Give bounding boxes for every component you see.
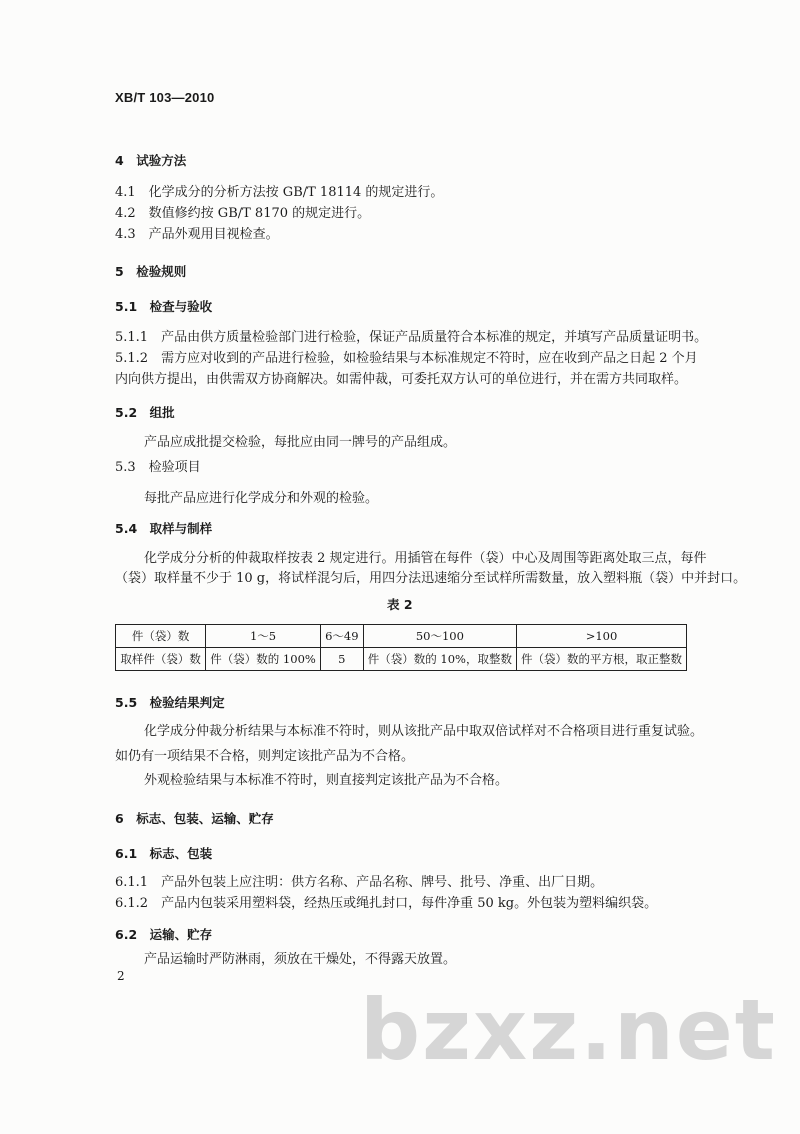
standard-number: XB/T 103—2010 (115, 90, 215, 105)
clause-5-5-title: 5.5 检验结果判定 (115, 695, 225, 710)
clause-5-5-line1: 化学成分仲裁分析结果与本标准不符时，则从该批产品中取双倍试样对不合格项目进行重复试验。 (144, 724, 704, 739)
clause-5-1-2-line2: 内向供方提出，由供需双方协商解决。如需仲裁，可委托双方认可的单位进行，并在需方共同取样。 (115, 372, 688, 387)
table-cell: 件（袋）数的平方根，取正整数 (517, 648, 687, 671)
section-6-title: 6 标志、包装、运输、贮存 (115, 811, 274, 826)
clause-5-2-text: 产品应成批提交检验，每批应由同一牌号的产品组成。 (144, 435, 457, 450)
page-number: 2 (117, 969, 125, 983)
clause-5-2-title: 5.2 组批 (115, 405, 175, 420)
clause-4-2: 4.2 数值修约按 GB/T 8170 的规定进行。 (115, 206, 371, 221)
table-cell: 件（袋）数的 10%，取整数 (363, 648, 516, 671)
table-row (116, 648, 687, 671)
clause-5-4-line2: （袋）取样量不少于 10 g，将试样混匀后，用四分法迅速缩分至试样所需数量，放入塑料瓶（袋）中并封口。 (115, 571, 747, 586)
clause-6-1-title: 6.1 标志、包装 (115, 846, 213, 861)
table-cell: 1～5 (206, 625, 321, 648)
clause-6-2-text: 产品运输时严防淋雨，须放在干燥处，不得露天放置。 (144, 952, 457, 967)
table-caption: 表 2 (387, 597, 413, 612)
table-cell: 取样件（袋）数 (116, 648, 206, 671)
sampling-table (115, 624, 687, 671)
watermark: bzxz.net (360, 981, 777, 1079)
clause-5-4-title: 5.4 取样与制样 (115, 521, 213, 536)
table-cell: 5 (320, 648, 363, 671)
clause-4-3: 4.3 产品外观用目视检查。 (115, 227, 279, 242)
section-5-title: 5 检验规则 (115, 264, 187, 279)
clause-4-1: 4.1 化学成分的分析方法按 GB/T 18114 的规定进行。 (115, 185, 444, 200)
table-cell: 件（袋）数的 100% (206, 648, 321, 671)
clause-5-3-title: 5.3 检验项目 (115, 460, 201, 475)
clause-5-1-title: 5.1 检查与验收 (115, 299, 213, 314)
table-row (116, 625, 687, 648)
clause-5-5-line2: 如仍有一项结果不合格，则判定该批产品为不合格。 (115, 749, 415, 764)
clause-5-4-line1: 化学成分分析的仲裁取样按表 2 规定进行。用插管在每件（袋）中心及周围等距离处取三点，每件 (144, 551, 707, 566)
clause-6-1-1: 6.1.1 产品外包装上应注明：供方名称、产品名称、牌号、批号、净重、出厂日期。 (115, 875, 604, 890)
table-cell: 50～100 (363, 625, 516, 648)
table-cell: >100 (517, 625, 687, 648)
clause-6-1-2: 6.1.2 产品内包装采用塑料袋，经热压或绳扎封口，每件净重 50 kg。外包装为塑料编织袋。 (115, 896, 658, 911)
clause-5-3-text: 每批产品应进行化学成分和外观的检验。 (144, 491, 379, 506)
table-cell: 6～49 (320, 625, 363, 648)
clause-6-2-title: 6.2 运输、贮存 (115, 927, 213, 942)
table-cell: 件（袋）数 (116, 625, 206, 648)
clause-5-5-line3: 外观检验结果与本标准不符时，则直接判定该批产品为不合格。 (144, 773, 509, 788)
section-4-title: 4 试验方法 (115, 153, 187, 168)
clause-5-1-1: 5.1.1 产品由供方质量检验部门进行检验，保证产品质量符合本标准的规定，并填写产品质量证明书。 (115, 330, 708, 345)
clause-5-1-2-line1: 5.1.2 需方应对收到的产品进行检验，如检验结果与本标准规定不符时，应在收到产品之日起 2 个月 (115, 351, 698, 366)
